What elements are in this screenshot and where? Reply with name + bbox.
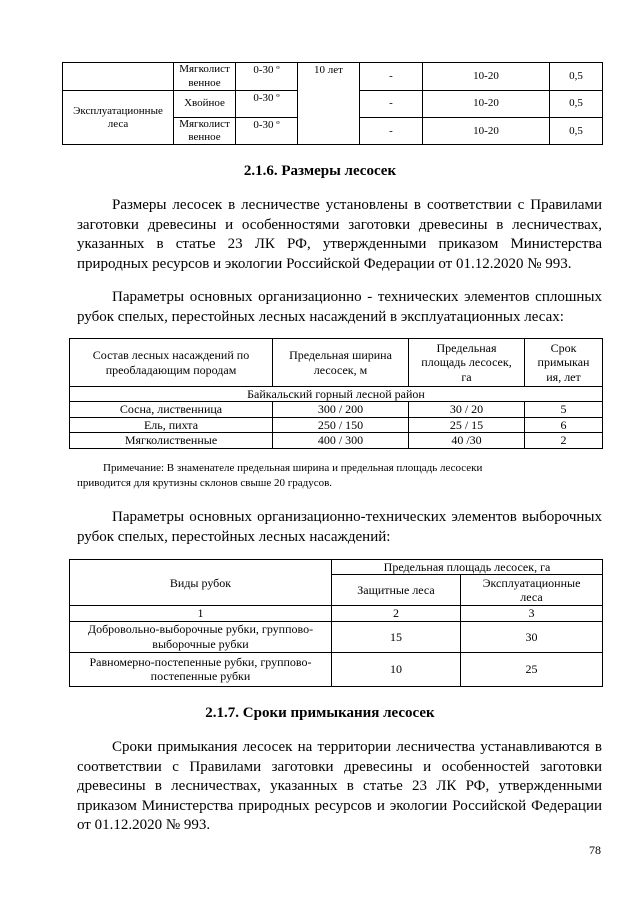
paragraph-sizes — [77, 196, 602, 274]
protective-cell: 10 — [332, 652, 461, 686]
header-exploit: Эксплуатационные леса — [461, 575, 603, 606]
section-heading-216: 2.1.6. Размеры лесосек — [243, 163, 397, 179]
width-cell: 300 / 200 — [273, 402, 409, 417]
table-row — [70, 621, 603, 652]
species-cell: Мягколиственные — [70, 433, 273, 448]
range-cell: 10-20 — [423, 91, 550, 118]
period-cell: 10 лет — [298, 63, 360, 145]
table-row — [70, 417, 603, 432]
species-cell: Ель, пихта — [70, 417, 273, 432]
dash-cell: - — [360, 63, 423, 91]
term-cell: 6 — [525, 417, 603, 432]
dash-cell: - — [360, 118, 423, 145]
table-header-row — [70, 560, 603, 575]
species-cell: Хвойное — [174, 91, 236, 118]
value-cell: 0,5 — [550, 91, 603, 118]
page-number: 78 — [589, 843, 601, 857]
selective-cut-parameters-table — [69, 559, 603, 687]
group-label: Эксплуатационные леса — [73, 104, 163, 130]
table-header-row — [70, 339, 603, 387]
width-cell: 400 / 300 — [273, 433, 409, 448]
col-number: 1 — [70, 606, 332, 621]
term-cell: 2 — [525, 433, 603, 448]
header-cut-types: Виды рубок — [70, 560, 332, 606]
table-row — [63, 63, 603, 91]
section-heading-217: 2.1.7. Сроки примыкания лесосек — [205, 705, 435, 721]
paragraph-line: Параметры основных организационно-технических элементов выборочных — [112, 509, 602, 525]
table-note — [77, 461, 602, 490]
value-cell: 0,5 — [550, 63, 603, 91]
value-cell: 0,5 — [550, 118, 603, 145]
species-cell: Мягколист венное — [174, 118, 236, 145]
header-area: Предельная площадь лесосек, га — [409, 339, 525, 387]
region-row — [70, 387, 603, 402]
area-cell: 25 / 15 — [409, 417, 525, 432]
continuation-table — [62, 62, 603, 145]
range-cell: 10-20 — [423, 118, 550, 145]
region-cell: Байкальский горный лесной район — [70, 387, 603, 402]
header-width: Предельная ширина лесосек, м — [273, 339, 409, 387]
table-row — [70, 433, 603, 448]
paragraph-clear-cut-intro — [77, 288, 602, 327]
note-line: приводится для крутизны склонов свыше 20 градусов. — [77, 476, 333, 489]
area-cell: 40 /30 — [409, 433, 525, 448]
protective-cell: 15 — [332, 621, 461, 652]
term-cell: 5 — [525, 402, 603, 417]
species-cell: Мягколист венное — [174, 63, 236, 91]
slope-cell: 0-30 º — [236, 118, 298, 145]
table-row — [70, 402, 603, 417]
column-number-row — [70, 606, 603, 621]
paragraph-line: рубок спелых, перестойных лесных насаждений: — [77, 528, 391, 545]
empty-cell — [63, 63, 174, 91]
paragraph-selective-intro — [77, 508, 602, 547]
width-cell: 250 / 150 — [273, 417, 409, 432]
exploit-cell: 25 — [461, 652, 603, 686]
dash-cell: - — [360, 91, 423, 118]
clear-cut-parameters-table — [69, 338, 603, 449]
header-area: Предельная площадь лесосек, га — [332, 560, 603, 575]
exploit-cell: 30 — [461, 621, 603, 652]
area-cell: 30 / 20 — [409, 402, 525, 417]
table-row — [70, 652, 603, 686]
paragraph-adjacency — [77, 738, 602, 836]
range-cell: 10-20 — [423, 63, 550, 91]
slope-cell: 0-30 º — [236, 91, 298, 118]
paragraph-text: Сроки примыкания лесосек на территории лесничества устанавливаются в соответствии с Правилами заготовки древесины и особенностей заготовки древесины в лесничествах, указанных в статье 23 ЛК РФ, утвержденными приказом Министерства природных ресурсов и экологии Российской Федерации от 01.12.2020 № 993. — [77, 739, 602, 833]
species-cell: Сосна, лиственница — [70, 402, 273, 417]
col-number: 3 — [461, 606, 603, 621]
paragraph-line: рубок спелых, перестойных лесных насаждений в эксплуатационных лесах: — [77, 308, 564, 325]
col-number: 2 — [332, 606, 461, 621]
header-term: Срок примыкан ия, лет — [525, 339, 603, 387]
header-protective: Защитные леса — [332, 575, 461, 606]
group-label-cell — [63, 91, 174, 145]
note-line: Примечание: В знаменателе предельная ширина и предельная площадь лесосеки — [103, 462, 483, 474]
paragraph-text: Размеры лесосек в лесничестве установлены в соответствии с Правилами заготовки древесины и особенностями заготовки древесины в лесничествах, указанных в статье 23 ЛК РФ, утвержденными приказом Министерства природных ресурсов и экологии Российской Федерации от 01.12.2020 № 993. — [77, 197, 602, 272]
cut-type-cell: Равномерно-постепенные рубки, группово- постепенные рубки — [70, 652, 332, 686]
header-composition: Состав лесных насаждений по преобладающим породам — [70, 339, 273, 387]
slope-cell: 0-30 º — [236, 63, 298, 91]
cut-type-cell: Добровольно-выборочные рубки, группово- выборочные рубки — [70, 621, 332, 652]
paragraph-line: Параметры основных организационно - технических элементов сплошных — [112, 289, 602, 305]
